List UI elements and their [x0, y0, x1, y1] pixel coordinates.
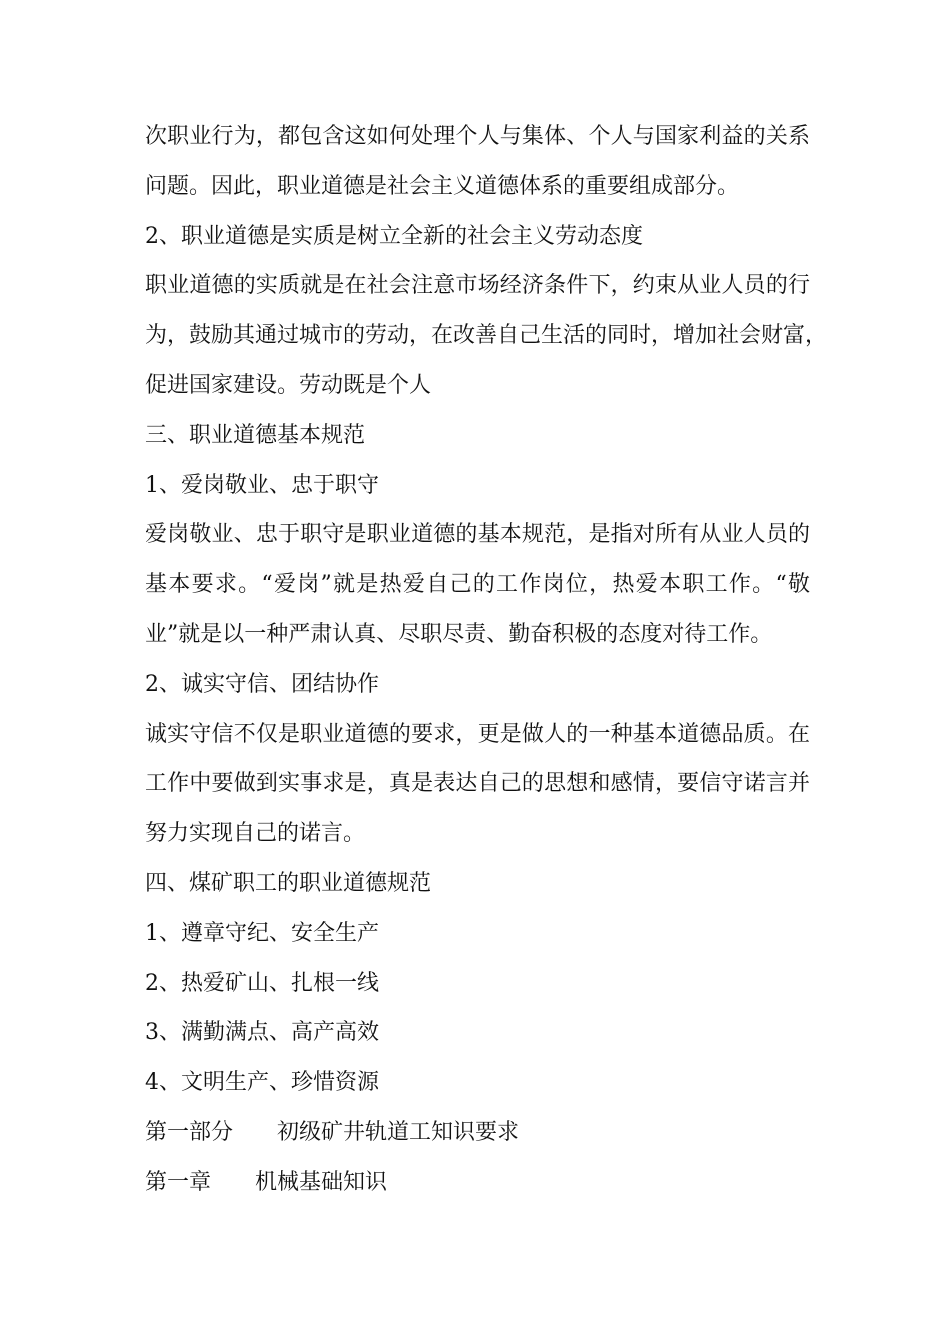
paragraph-line: 诚实守信不仅是职业道德的要求，更是做人的一种基本道德品质。在: [145, 721, 810, 747]
part-label: 第一部分: [145, 1119, 234, 1145]
section-item-heading: 1、爱岗敬业、忠于职守: [145, 472, 379, 498]
paragraph-line: 问题。因此，职业道德是社会主义道德体系的重要组成部分。: [145, 173, 740, 199]
paragraph-line: 为，鼓励其通过城市的劳动，在改善自己生活的同时，增加社会财富，: [145, 323, 828, 349]
section-heading: 四、煤矿职工的职业道德规范: [145, 870, 432, 896]
list-item: 1、遵章守纪、安全生产: [145, 920, 379, 946]
chapter-title: 机械基础知识: [255, 1169, 388, 1195]
part-heading: [145, 1108, 810, 1158]
chapter-heading: [145, 1158, 810, 1208]
chapter-label: 第一章: [145, 1169, 212, 1195]
section-item-heading: 2、职业道德是实质是树立全新的社会主义劳动态度: [145, 223, 643, 249]
paragraph-line: 基本要求。“爱岗”就是热爱自己的工作岗位，热爱本职工作。“敬: [145, 572, 810, 598]
list-item: 4、文明生产、珍惜资源: [145, 1070, 379, 1096]
paragraph-line: 努力实现自己的诺言。: [145, 821, 366, 847]
paragraph-line: 促进国家建设。劳动既是个人: [145, 372, 432, 398]
document-body: [145, 112, 828, 1208]
list-item: 3、满勤满点、高产高效: [145, 1020, 379, 1046]
list-item: 2、热爱矿山、扎根一线: [145, 970, 379, 996]
paragraph-line: 爱岗敬业、忠于职守是职业道德的基本规范，是指对所有从业人员的: [145, 522, 810, 548]
paragraph-line: 次职业行为，都包含这如何处理个人与集体、个人与国家利益的关系: [145, 124, 810, 149]
section-heading: 三、职业道德基本规范: [145, 422, 366, 448]
paragraph-line: 业”就是以一种严肃认真、尽职尽责、勤奋积极的态度对待工作。: [145, 621, 773, 647]
part-title: 初级矿井轨道工知识要求: [277, 1119, 520, 1145]
paragraph-line: 职业道德的实质就是在社会注意市场经济条件下，约束从业人员的行: [145, 273, 810, 299]
section-item-heading: 2、诚实守信、团结协作: [145, 671, 379, 697]
paragraph-line: 工作中要做到实事求是，真是表达自己的思想和感情，要信守诺言并: [145, 771, 810, 797]
